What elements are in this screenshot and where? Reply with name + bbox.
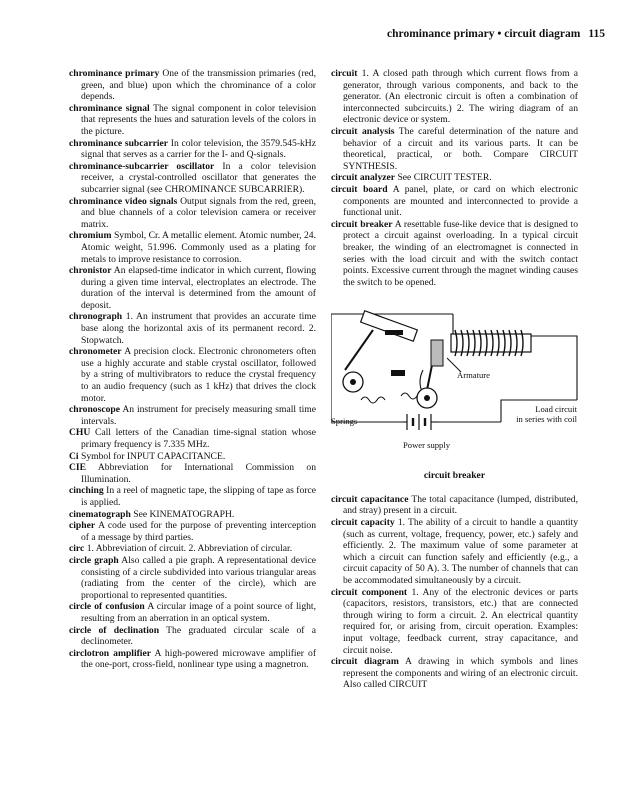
right-column — [331, 68, 578, 691]
dictionary-entry — [331, 494, 578, 517]
dictionary-entry — [69, 230, 316, 265]
definition: An elapsed-time indicator in which current, flowing during a given time interval, electroplates an electrode. The duration of the interval is determined from the amount of deposit. — [81, 265, 317, 311]
dictionary-entry — [69, 555, 316, 601]
definition: A code used for the purpose of preventing interception of a message by third parties. — [81, 520, 316, 543]
dictionary-entry — [69, 68, 316, 103]
dictionary-entry — [69, 311, 316, 346]
definition: Symbol, Cr. A metallic element. Atomic number, 24. Atomic weight, 51.996. Commonly used as a plating for metals to improve resistance to corrosion. — [81, 230, 316, 265]
definition: 1. Abbreviation of circuit. 2. Abbreviation of circular. — [86, 543, 293, 555]
figure-caption: circuit breaker — [423, 470, 486, 482]
dictionary-entry — [69, 427, 316, 450]
dictionary-entry — [69, 625, 316, 648]
dictionary-entry — [69, 196, 316, 231]
definition: A panel, plate, or card on which electronic components are mounted and interconnected to provide a functional unit. — [343, 183, 578, 219]
dictionary-entry — [69, 485, 316, 508]
headword: circle of declination — [69, 624, 160, 636]
headword: chronometer — [69, 346, 122, 358]
headword: circuit — [331, 68, 358, 79]
headword: circuit breaker — [331, 218, 393, 230]
headword: chromium — [69, 230, 112, 242]
dictionary-entry — [331, 126, 578, 172]
dictionary-entry — [331, 219, 578, 289]
circuit-breaker-figure — [331, 300, 581, 460]
dictionary-entry — [331, 68, 578, 126]
label-armature: Armature — [457, 370, 490, 381]
definition: An instrument for precisely measuring small time intervals. — [81, 404, 317, 427]
definition: In color television, the 3579.545-kHz signal that serves as a carrier for the I- and Q-signals. — [81, 137, 316, 161]
definition: Abbreviation for International Commission on Illumination. — [81, 462, 316, 485]
battery-symbol — [403, 414, 439, 430]
definition: 1. A closed path through which current flows from a generator, through various components, and back to the generator. (An electronic circuit is often a combination of interconnected subcircuits.) 2. The wiring diagram of an electronic device or system. — [343, 68, 579, 126]
headword: chronograph — [69, 311, 123, 323]
dictionary-entry — [69, 462, 316, 485]
headword: circuit capacitance — [331, 493, 409, 505]
dictionary-entry — [69, 543, 316, 555]
dictionary-entry — [69, 103, 316, 138]
definition: The careful determination of the nature and behavior of a circuit and its various parts. It can be theoretical, practical, or both. Compare CIRCUIT SYNTHESIS. — [343, 125, 578, 172]
dictionary-entry — [69, 161, 316, 196]
left-column — [69, 68, 316, 671]
label-power-supply: Power supply — [403, 440, 451, 451]
headword: circuit analysis — [331, 125, 395, 137]
circuit-breaker-diagram — [331, 300, 581, 460]
headword: circle graph — [69, 554, 119, 566]
headword: chronoscope — [69, 404, 120, 416]
dictionary-entry — [69, 138, 316, 161]
headword: chrominance primary — [69, 68, 160, 79]
definition: Output signals from the red, green, and blue channels of a color television camera or receiver matrix. — [81, 195, 316, 230]
latch — [391, 370, 405, 376]
definition: 1. The ability of a circuit to handle a quantity (such as current, voltage, frequency, power, etc.) safely and efficiently. 2. The maximum value of some parameter at which a circuit can function safely and efficiently (e.g., a circuit capacity of 50 A). 3. The number of channels that can be accommodated simultaneously by a circuit. — [343, 517, 578, 587]
contact-point — [385, 330, 403, 335]
headword: circuit component — [331, 586, 408, 598]
headword: CHU — [69, 427, 91, 439]
definition: 1. Any of the electronic devices or parts (capacitors, resistors, transistors, etc.) that are connected through wiring to form a circuit. 2. An electrical quantity required for, or arising from, circuit operation. Examples: input voltage, feedback current, stray capacitance, and circuit noise. — [343, 586, 578, 656]
headword: chronistor — [69, 265, 112, 277]
headword: chrominance video signals — [69, 195, 178, 207]
headword: circuit analyzer — [331, 172, 396, 184]
dictionary-entry — [69, 509, 316, 521]
definition: Also called a pie graph. A representational device consisting of a circle subdivided into various triangular areas (radiating from the center of the circle), which are proportional to represented quantities. — [81, 554, 316, 601]
definition: In a reel of magnetic tape, the slipping of tape as force is applied. — [81, 485, 317, 508]
running-title: chrominance primary • circuit diagram — [387, 28, 581, 40]
definition: Symbol for INPUT CAPACITANCE. — [81, 450, 226, 462]
headword: circuit board — [331, 183, 388, 195]
dictionary-entry — [331, 172, 578, 184]
dictionary-entry — [331, 587, 578, 657]
label-load-line1: Load circuit — [535, 404, 577, 415]
dictionary-entry — [69, 404, 316, 427]
headword: CIE — [69, 462, 87, 474]
definition: See CIRCUIT TESTER. — [397, 172, 492, 184]
headword: Ci — [69, 450, 79, 462]
definition: The signal component in color television that represents the hues and saturation levels of the colors in the picture. — [81, 102, 316, 137]
label-load-line2: in series with coil — [516, 414, 577, 425]
headword: circle of confusion — [69, 601, 145, 613]
definition: See KINEMATOGRAPH. — [133, 508, 235, 520]
definition: A precision clock. Electronic chronometers often use a highly accurate and stable crystal oscillator, followed by a string of multivibrators to reduce the crystal frequency to an audio frequency (such as 1 kHz) that drives the clock motor. — [81, 346, 317, 404]
armature — [431, 340, 443, 366]
dictionary-entry — [331, 184, 578, 219]
headword: circuit diagram — [331, 656, 399, 668]
headword: circuit capacity — [331, 517, 395, 529]
armature-hub — [424, 395, 430, 401]
definition: A high-powered microwave amplifier of the one-port, cross-field, nonlinear type using a magnetron. — [81, 647, 317, 671]
definition: 1. An instrument that provides an accurate time base along the horizontal axis of its permanent record. 2. Stopwatch. — [81, 311, 316, 346]
dictionary-entry — [69, 346, 316, 404]
dictionary-entry — [69, 520, 316, 543]
page-number: 115 — [588, 28, 605, 40]
dictionary-entry — [331, 656, 578, 691]
definition: The total capacitance (lumped, distributed, and stray) present in a circuit. — [343, 493, 578, 517]
dictionary-entry — [69, 648, 316, 671]
dictionary-entry — [69, 601, 316, 624]
headword: chrominance subcarrier — [69, 137, 169, 149]
headword: circlotron amplifier — [69, 647, 151, 659]
definition: In a color television receiver, a crystal-controlled oscillator that generates the subcarrier signal (see CHROMINANCE SUBCARRIER). — [81, 160, 316, 195]
label-load-circuit — [516, 404, 577, 424]
headword: cinematograph — [69, 508, 131, 520]
headword: cipher — [69, 520, 96, 532]
dictionary-entry — [331, 517, 578, 587]
pivot-hub — [350, 379, 356, 385]
headword: chrominance-subcarrier oscillator — [69, 160, 215, 172]
headword: circ — [69, 543, 85, 555]
definition: A drawing in which symbols and lines represent the components and wiring of an electronic circuit. Also called CIRCUIT — [343, 656, 578, 691]
definition: A circular image of a point source of light, resulting from an aberration in an optical system. — [81, 601, 317, 624]
definition: One of the transmission primaries (red, green, and blue) upon which the chrominance of a color depends. — [81, 68, 316, 103]
headword: chrominance signal — [69, 102, 150, 114]
dictionary-entry — [69, 265, 316, 311]
definition: Call letters of the Canadian time-signal station whose primary frequency is 7.335 MHz. — [81, 427, 316, 450]
headword: cinching — [69, 485, 104, 497]
definition: The graduated circular scale of a declinometer. — [81, 624, 316, 648]
page-header — [387, 28, 605, 40]
dictionary-entry — [69, 451, 316, 463]
label-springs: Springs — [331, 416, 358, 427]
definition: A resettable fuse-like device that is designed to protect a circuit against overloading. In a typical circuit breaker, the winding of an electromagnet is connected in series with the load circuit and with the switch contact points. Excessive current through the magnet winding causes the switch to be opened. — [343, 218, 578, 288]
